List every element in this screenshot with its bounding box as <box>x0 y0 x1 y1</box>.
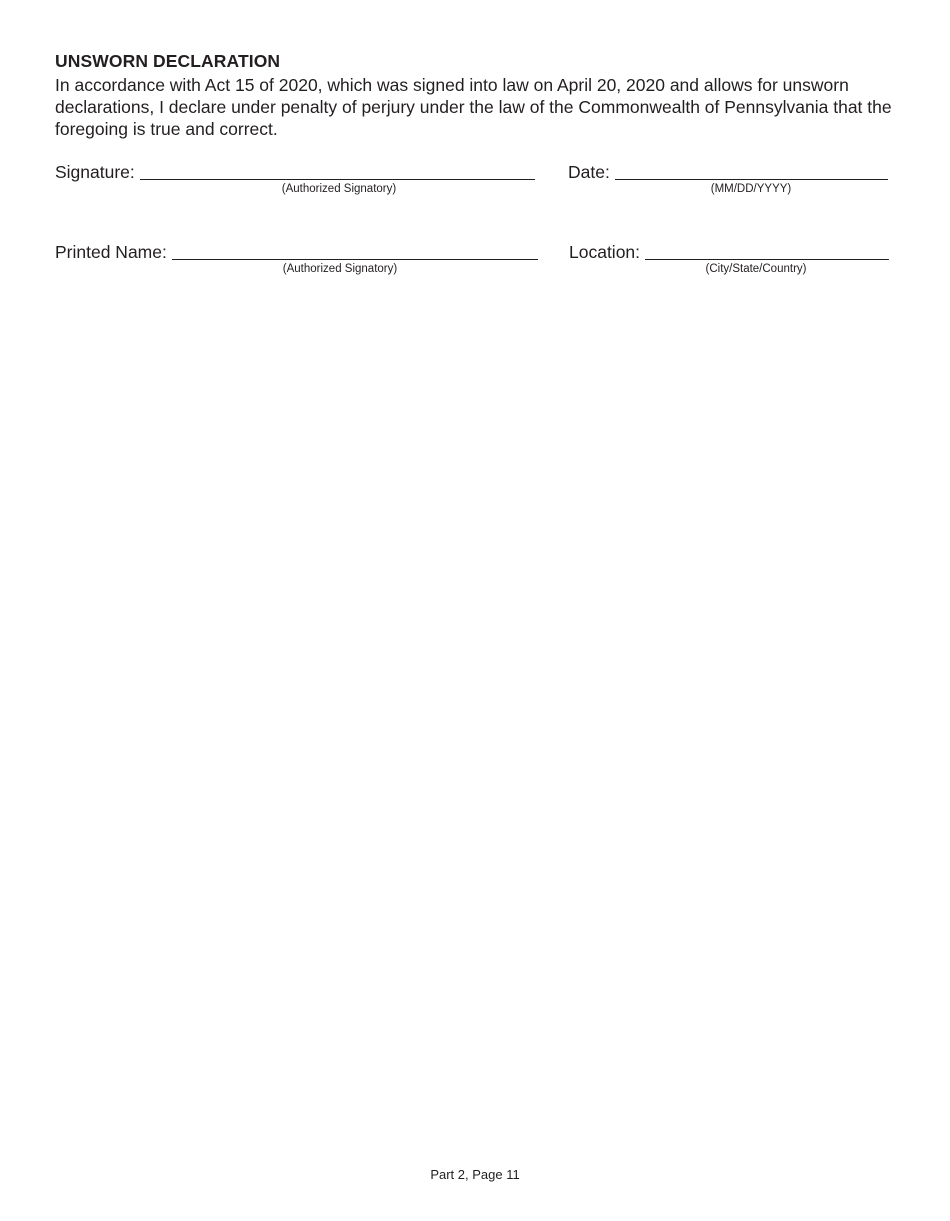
printed-name-line[interactable] <box>172 242 538 260</box>
printed-name-hint: (Authorized Signatory) <box>282 263 398 275</box>
date-hint: (MM/DD/YYYY) <box>710 183 792 195</box>
date-label: Date: <box>568 162 610 182</box>
location-field[interactable] <box>569 240 889 262</box>
location-hint: (City/State/Country) <box>705 263 807 275</box>
location-label: Location: <box>569 242 641 262</box>
location-line[interactable] <box>645 242 889 260</box>
date-line[interactable] <box>615 162 888 180</box>
page-number: Part 2, Page 11 <box>430 1167 520 1182</box>
printed-name-label: Printed Name: <box>55 242 167 262</box>
date-field[interactable] <box>568 160 888 182</box>
signature-label: Signature: <box>55 162 135 182</box>
signature-hint: (Authorized Signatory) <box>281 183 397 195</box>
declaration-heading: UNSWORN DECLARATION <box>55 51 281 71</box>
signature-line[interactable] <box>140 162 535 180</box>
printed-name-field[interactable] <box>55 240 538 262</box>
signature-field[interactable] <box>55 160 535 182</box>
declaration-text: In accordance with Act 15 of 2020, which was signed into law on April 20, 2020 and allows for unsworn declarations, I declare under penalty of perjury under the law of the Commonwealth of Pennsylvania that the foregoing is true and correct. <box>55 75 892 139</box>
